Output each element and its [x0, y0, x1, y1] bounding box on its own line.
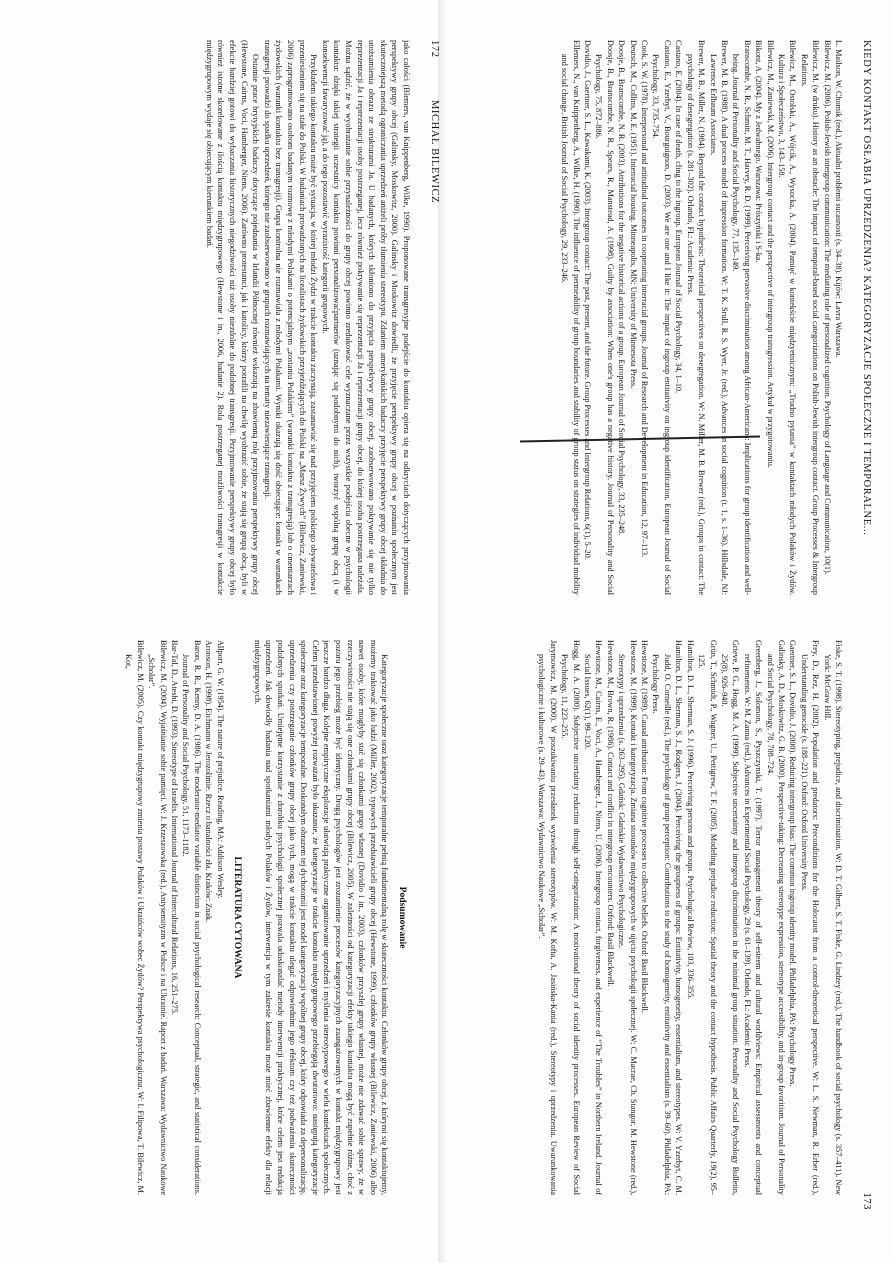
right-page-references-column-2 — [474, 640, 844, 1195]
reference-entry: Castano, E. (2004). In case of death, cling to the ingroup. European Journal of Social Psychology, 34, 1–10. — [674, 40, 684, 394]
reference-entry: Hogg, M. A. (2000). Subjective uncertainty reduction through self-categorization: A motivational theory of social identity processes. European Review of Social Psychology, 11, 223–255. — [560, 640, 581, 1195]
reference-entry: Bilewicz, M., Ostolski, A., Wójcik, A., Wysocka, A. (2004). Pamięć w kontekście międzyetnicznym: „Trudno pytania” w kontaktach młodych Polaków i Żydów. Kultura i Społeczeństwo, 3, 143–158. — [776, 40, 798, 595]
left-page-header — [418, 40, 440, 1220]
reference-entry: Bilewicz, M. (2005). Czy kontakt międzygrupowy zmienia postawy Polaków i Ukraińców wobec Żydów? Perspektywa psychologiczna. W: I. Filipowa, T. Bilewicz, M. Kot, — [124, 640, 145, 1195]
reference-entry: Doosje, B., Branscombe, N. R., Spears, R., Manstead, A. (1998). Guilty by association: When one's group has a negative history. Journal of Personality and Social Psychology, 75, 872–886. — [594, 40, 615, 595]
body-paragraph: Przykładem takiego kontaktu może być sytuacja, w której młodzi Żydzi w trakcie kontaktu zaczynają, zastanawiać się nad przyjęciem polskiego obywatelstwa i przeniesieniem się na stałe do Polski. W badaniach prowadzonych na licealistach żydowskich przyjeżdżających do Polski na „Marsz Żywych” (Bilewicz, Zaniewski, 2006) zaprogramowano osobom badanym rozmowę z młodymi Polakami o potencjalnym „zostaniu Polakiem” (warunki kontaktu z transgresją) lub o cmentarzach żydowskich (warunki kontaktu bez transgresji). Grupa kontrolna nie rozmawiała z młodymi Polakami. Wyniki okazują się dość obiecujące: kontakt w warunkach transgresji prowadzi do spadku uprzedzeń, którego nie zaobserwowano w grupach rozmawiających na tematy niezawierające transgresji. — [262, 40, 319, 595]
right-running-head: KIEDY KONTAKT OSŁABIA UPRZEDZENIA? KATEGORYZACJE SPOŁECZNE I TEMPORALNE... — [861, 40, 872, 536]
reference-entry: Hewstone, M., Brown, R. (1986). Contact and conflict in intergroup encounters. Oxford: Basil Blackwell. — [605, 640, 615, 987]
reference-entry: Hamilton, D. L., Sherman, S. J., Rodgers, J. (2004). Perceiving the groupness of groups: Entitativity, homogeneity, essentialism, and stereotypes. W: V. Yzerbyt, C. M. Judd, O. Corneille (red.), The psychology of group perception: Contributions to the study of homogeneity, entitativity and essentialism (s. 39–60). Philadelphia, PA: Psychology Press. — [651, 640, 684, 1195]
reference-entry: Deutsch, M., Collins, M. E. (1951). Interracial housing. Minneapolis, MN: University of Minnesota Press. — [628, 40, 638, 389]
reference-entry: Hamilton, D. L., Sherman, S. J. (1996). Perceiving persons and groups. Psychological Review, 103, 336–355. — [685, 640, 695, 1000]
right-page — [472, 40, 872, 1220]
body-paragraph: jako całości (Blemers, van Knippenberg, Wilke, 1990). Proponowane transgresyjne podejście do kontaktu opiera się na odkryciach dotyczących przyjmowania perspektywy grupy obcej (Galinsky, Moskowitz, 2000). Galinsky i Moskowitz dowiedli, że przyjęcie perspektywy grupy obcej w poznaniu społecznym jest skuteczniejszą metodą ograniczania uprzedzeń aniżeli próby tłumienia stereotypu. Zdaniem amerykańskich badaczy przyjęcie perspektywy grupy obcej składnia do utożsamienia obrazu ze strukturami Ja. U badanych, których skłoniono do przyjęcia perspektywy grupy obcej, zaobserwowano pokrywanie się nie tylko reprezentacji Ja i reprezentacji osoby postrzeganej, lecz również pokrywanie się reprezentacji Ja i reprezentacji grupy obcej, do której osoba postrzegana należała. Można sądzić, że w wyobrażanie sobie przynależności do grupy obcej powinno zredukować cele wyznaczane przez wszystkie podejścia obecne w psychologii kontaktu: dzięki takiej strategii uczestnicy kontaktu powinni personalizowaćpartnerów (uznając się podobnymi do nich), tworzyć wspólną grupę obcą (i w konsekwencji fawaryzować ją), a do tego pozostawić wyrazistość kategorii grupowych. — [320, 40, 411, 595]
reference-entry: Doosje, B., Branscombe, N. R. (2003). Attributions for the negative historical actions of a group. European Journal of Social Psychology, 33, 235–248. — [617, 40, 627, 536]
reference-entry: Brewer, M. B. (1988). A dual process model of impression formation. W: T. K. Srull, R. S. Wyer, Jr. (red.), Advances in social cognition (t. 1, s. 1–36). Hillsdale, NJ: Lawrence Erlbaum Associates. — [708, 40, 729, 595]
reference-entry: Hewstone, M. (1999). Kontakt i kategoryzacja. Zmiana stosunków międzygrupowych w ujęciu psychologii społecznej. W: C. Macrae, Ch. Stangor, M. Hewstone (red.), Stereotypy i uprzedzenia (s. 263–295). Gdańsk: Gdańskie Wydawnictwo Psychologiczne. — [617, 640, 638, 1195]
reference-entry: Branscombe, N. R., Schmitt, M. T., Harvey, R. D. (1999). Perceiving pervasive discrimination among African-Americans: Implications for group identification and well-being. Journal of Personality and Social Psychology, 77, 135–149. — [731, 40, 752, 595]
left-page — [40, 40, 440, 1220]
reference-entry: Grieve, P. G., Hogg, M. A. (1999). Subjective uncertainty and intergroup discrimination in the minimal group situation. Personality and Social Psychology Bulletin, 25(8), 926–940. — [719, 640, 741, 1195]
reference-entry: Greenberg, J., Solomon, S., Pyszczynski, T. (1997). Terror management theory of self-esteem and cultural worldviews: Empirical assessments and conceptual refinements. W: M. Zanna (red.), Advances in Experimental Social Psychology, 29 (s. 61–139). Orlando, FL: Academic Press. — [742, 640, 764, 1195]
reference-entry: Galinsky, A. D., Moskowitz, G. B. (2000). Perspective-taking: Decreasing stereotype expression, stereotype accessibility, and in-group favoritism. Journal of Personality and Social Psychology, 78, 708–724. — [765, 640, 786, 1195]
reference-entry: Bilewicz, M. (2006). Polish-Jewish intergroup communication: The mediating role of personalized cognition. Psychology of Language and Communication, 10(1). — [822, 40, 832, 575]
reference-entry: L. Mailson, W. Chomik (red.), Aktualni problemi sucasnosti (s. 34–38). Kijów: Lavra Warszawa. — [834, 40, 843, 358]
left-page-body-column — [42, 40, 412, 595]
reference-entry: Cook, S. W. (1978). Interpersonal and attitudinal outcomes in cooperating interracial groups. Journal of Research and Development in Education, 12, 97–113. — [640, 40, 650, 558]
summary-paragraph: Kategoryzacje społeczne oraz kategoryzacje temporalne pełnią fundamentalną rolę w skuteczności kontaktu. Członków grupy obcej, z którymi się kontaktujemy, możemy traktować jako ludzi (Miller, 2002), typowych przedstawicieli grupy obcej (Hewstone, 1999), członków grupy własnej (Bilewicz, Zaniewski, 2006) albo nawet osoby, które mogłyby stać się członkami grupy własnej (Dovidio i in., 2003), członków przyszłej grupy własnej, może nie zdawać sobie sprawy, że w rzeczywistości nie stają się one członkami grupy obcej (Bilewicz, 2005). W zależności od kategoryzacji efekty takiego kontaktu mogą być zupełnie różne, choć z pozoru jego przebieg może być identyczny. Drogą psychologów jest zrozumienie procesów kategoryzacyjnych zaangażowanych w kontakt międzygrupowy jest jeszcze bardzo długa. Kolejne empiryczne eksploracje ułatwiają praktyczne organizowanie uprzedzeń i myślenia stereotypowego w wielu kontekstach społecznych. Celem przedstawionej powyżej rozważań było ukazanie, że kategoryzacje w trakcie kontaktu międzygrupowego przebiegają dwutorowo: następują kategoryzacje społeczne oraz kategoryzacje temporalne. Doskonałym obrazem tej dychotomii jest model kategoryzacji wspólnej grupy obcej, który odpowiada za depersonalizację, uprzedzenia czy postrzeganie członków grupy obcej jako tych, mogą w trakcie kontaktu ulegać odpowiednim jego efektom czy też podważeniu skuteczności podobnych spotkań. Umiejętne korzystanie z dorobku psychologii społecznej pozwala udoskonalać metody interwencji praktycznej, które celem jest redukcja uprzedzeń. Jak dowiodły badania nad spotkaniami młodych Polaków i Żydów, interwencja w tym zakresie kontaktu może mieć zbawienne efekty dla relacji międzygrupowych. — [252, 640, 390, 1195]
reference-entry: Hewstone, M. (1989). Causal attribution: From cognitive processes to collective beliefs. Oxford: Basil Blackwell. — [640, 640, 650, 1013]
reference-entry: Dovidio, J., Gaertner, S. L., Kawakami, K. (2003). Intergroup contact: The past, present, and the future. Group Processes and Intergroup Relations, 6(1), 5–20. — [583, 40, 593, 560]
reference-entry: Allport, G. W. (1954). The nature of prejudice. Reading, MA: Addison Wesley. — [215, 640, 225, 899]
reference-entry: Castano, E., Yzerbyt, V., Bourguignon, D. (2003). We are one and I like it: The impact of ingroup entitativity on ingroup identification. European Journal of Social Psychology, 33, 735–754. — [651, 40, 672, 595]
reference-entry: Hewstone, M., Cairns, E., Voci, A., Hamberger, J., Niens, U. (2006). Intergroup contact, forgiveness, and experience of “The Troubles” in Northern Ireland. Journal of Social Issues, 62(1), 99–120. — [583, 640, 604, 1195]
reference-entry: Grün, T., Schmidt, P., Wagner, U., Pettigrew, T. F. (2005). Modeling prejudice reduction: Spatial theory and the contact hypothesis. Public Affairs Quarterly, 19(2), 95–125. — [697, 640, 718, 1195]
reference-entry: Bikont, A. (2004). My z Jedwabnego. Warszawa: Prószyński i S-ka. — [754, 40, 764, 263]
reference-entry: Bilewicz, M. (w druku). History as an obstacle: The impact of temporal-based social categorizations on Polish-Jewish intergroup contact. Group Processes & Intergroup Relations. — [799, 40, 821, 595]
reference-entry: Baron, R. R., Kenny, D. A. (1986). The moderator-mediator variable distinction in social psychological research: Conceptual, strategic, and statistical considerations. Journal of Personality and Social Psychology, 51, 1173–1182. — [181, 640, 202, 1195]
right-page-references-column-1 — [474, 40, 844, 595]
left-page-summary-column — [42, 640, 412, 1195]
references-list — [123, 640, 226, 1195]
reference-entry: Brewer, M. B., Miller, N. (1984). Beyond the contact hypothesis: Theoretical perspectives on desegregation. W: N. Miller, M. B. Brewer (red.), Groups in contact: The psychology of desegregation (s. 281–302). Orlando, FL: Academic Press. — [685, 40, 707, 595]
reference-entry: Bilewicz, M. (2004). Wyjaśnianie sobie pamięci. W: J. Krzeszowska (red.), Antysemityzm w Polsce i na Ukrainie. Raport z badań. Warszawa: Wydawnictwo Naukowe „Scholar”. — [147, 640, 168, 1195]
reference-entry: Jarymowicz, M. (2000). W poszukiwaniu przesłanek wyzwolenia stereotypów. W: M. Kofta, A. Jasińska-Kania (red.), Stereotypy i uprzedzenia. Uwarunkowania psychologiczne i kulturowe (s. 29–43). Warszawa: Wydawnictwo Naukowe „Scholar”. — [537, 640, 558, 1195]
right-page-number: 173 — [861, 1192, 872, 1210]
reference-entry: Aronson, H. (1998). Eichmann w Jerozolimie. Rzecz o banalności zła. Kraków: Znak. — [204, 640, 214, 923]
left-running-head: MICHAŁ BILEWICZ — [429, 100, 440, 204]
summary-heading: Podsumowanie — [397, 886, 408, 949]
reference-entry: Frey, D., Rez, H. (2002). Population and predators: Preconditions for the Holocaust from a control-theoretical perspective. W: L. S. Newman, R. Erber (red.), Understanding genocide (s. 188–221). Oxford: Oxford University Press. — [799, 640, 821, 1195]
reference-entry: Fiske, S. T. (1998). Stereotyping, prejudice, and discrimination. W: D. T. Gilbert, S. T. Fiske, G. Lindzey (red.), The handbook of social psychology (s. 357–411). New York: McGraw Hill. — [822, 640, 843, 1195]
reference-entry: Bilewicz, M., Zaniewski, M. (2006). Intergroup contact and the perspective of intergroup transgression. Artykuł w przygotowaniu. — [765, 40, 775, 468]
right-page-header — [850, 40, 872, 1220]
left-page-number: 172 — [429, 40, 440, 58]
reference-entry: Ellemers, N., van Knippenberg, A., Wilke, H. (1990). The influence of permeability of group boundaries and stability of group status on strategies of individual mobility and social change. British Journal of Social Psychology, 29, 233–246. — [560, 40, 581, 595]
reference-entry: Bar-Tal, D., Ateshi, D. (1993). Stereotype of Israelis. International Journal of Intercultural Relations, 16, 251–275. — [170, 640, 180, 1015]
references-heading: LITERATURA CYTOWANA — [232, 856, 244, 979]
reference-entry: Gaertner, S. L., Dovidio, J. (2000). Reducing intergroup bias: The common ingroup identity model. Philadelphia, PA: Psychology Press. — [788, 640, 798, 1087]
body-paragraph: Ostatnie prace brytyjskich badaczy dotyczące pojednania w Irlandii Północnej również wskazują na zbawienną rolę przyjmowania perspektywy grupy obcej (Hewstone, Cairns, Voci, Hamberger, Niens, 2006). Zarówno protestanci, jak i katolicy, którzy potrafili na chwilę wyobrazić sobie, że stają się grupą obcą, byli w efekcie bardziej gotowi do wybaczania historycznych niegodziwości niż osoby niezdolne do podobnej transgresji. Przyjmowanie perspektywy grupy obcej było również istotne skorelowane z ilością kontaktu międzygrupowego (Hewstone i in., 2006, badanie 2). Rola postrzeganej możliwości transgresji w kontakcie międzygrupowym wydaje się obiecującym kierunkiem badań. — [204, 40, 261, 595]
